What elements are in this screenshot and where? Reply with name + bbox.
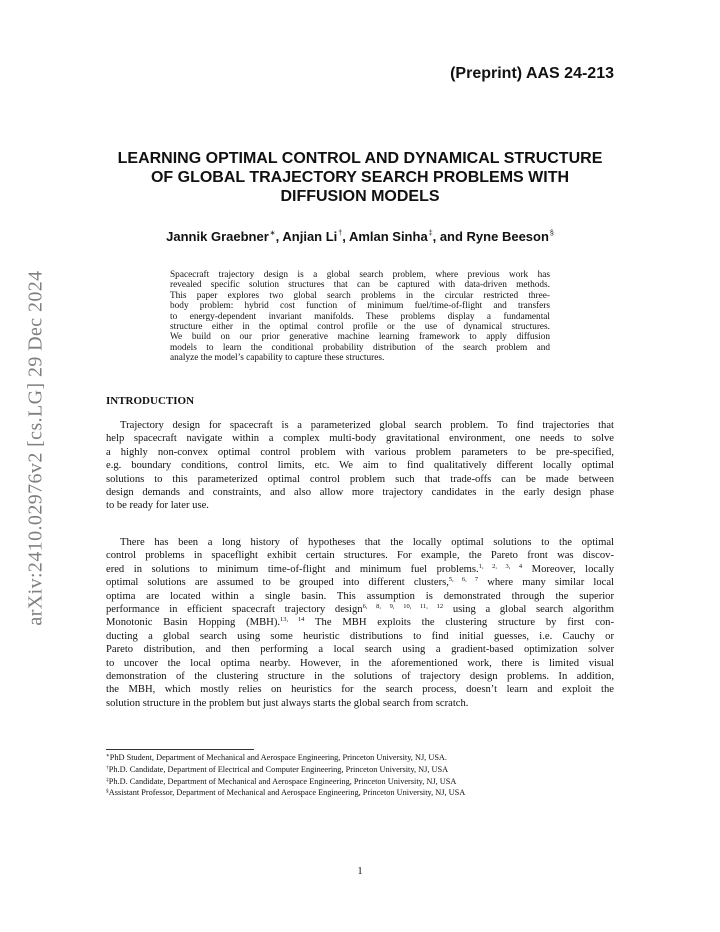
abstract-line: structure either in the optimal control profile or the use of dynamical structures.: [170, 322, 550, 333]
text-segment: using a global search algorithm: [443, 604, 615, 616]
text-segment: the MBH, which mostly relies on heuristics for the search process, doesn’t learn and exploit the: [106, 684, 614, 696]
footnotes: [106, 752, 465, 799]
text-segment: ered in solutions to minimum time-of-flight and minimum fuel problems.: [106, 563, 479, 575]
abstract-line: body problem: hybrid cost function of minimum fuel/time-of-flight and transfers: [170, 301, 550, 312]
text-line: [106, 657, 614, 670]
footnote: [106, 787, 465, 799]
page-number: 1: [357, 866, 363, 877]
author-separator: ,: [342, 229, 349, 244]
author-mark: †: [338, 230, 343, 237]
text-line: [106, 576, 614, 589]
citation[interactable]: 1, 2, 3, 4: [478, 562, 523, 570]
author-name: Amlan Sinha: [348, 229, 428, 244]
title-line: LEARNING OPTIMAL CONTROL AND DYNAMICAL STRUCTURE: [117, 150, 603, 167]
title-line: DIFFUSION MODELS: [280, 188, 440, 205]
abstract-line: This paper explores two global search problems in the circular restricted three-: [170, 290, 550, 301]
text-line: a highly non-convex optimal control problem with various problem parameters to be pre-specified,: [106, 446, 614, 458]
footnote-mark: †: [106, 764, 109, 771]
abstract-line: to energy-dependent invariant manifolds. These problems display a fundamental: [170, 311, 550, 322]
text-line: [106, 603, 614, 616]
abstract-line: revealed specific solution structures that can be captured with data-driven methods.: [170, 280, 550, 291]
text-line: help spacecraft navigate within a complex multi-body gravitational environment, one needs to solve: [106, 433, 614, 445]
text-line: solutions to this parameterized optimal control problem such that trade-offs can be made between: [106, 473, 614, 485]
footnote-mark: ‡: [106, 776, 109, 783]
footnote: [106, 752, 465, 764]
author-separator: ,: [275, 229, 283, 244]
text-line: e.g. boundary conditions, control limits, etc. We aim to find qualitatively different locally optimal: [106, 460, 614, 472]
preprint-label: (Preprint) AAS 24-213: [450, 65, 614, 82]
section-heading: INTRODUCTION: [106, 395, 195, 407]
text-line: [106, 670, 614, 683]
author-list: [60, 229, 660, 244]
text-line: [106, 536, 614, 549]
footnote-text: PhD Student, Department of Mechanical and Aerospace Engineering, Princeton University, NJ, USA.: [109, 753, 448, 762]
footnote-text: Ph.D. Candidate, Department of Electrical and Computer Engineering, Princeton University, NJ, USA: [108, 764, 449, 774]
text-segment: solution structure in the problem but just always starts the global search from scratch.: [106, 697, 469, 709]
text-line: [106, 563, 614, 576]
text-segment: demonstration of the clustering structure in the solutions of trajectory design problems. In addition,: [106, 671, 614, 683]
text-segment: performance in efficient spacecraft trajectory design: [106, 604, 363, 616]
paragraph-2: [106, 536, 614, 710]
footnote: [106, 764, 465, 776]
author-mark: §: [549, 230, 554, 237]
abstract-line: We build on our prior generative machine learning framework to apply diffusion: [170, 332, 550, 343]
text-line: [106, 697, 614, 710]
footnote: [106, 776, 465, 788]
footnote-divider: [106, 749, 254, 750]
text-line: [106, 683, 614, 696]
text-line: [106, 590, 614, 603]
text-line: [106, 630, 614, 643]
footnote-mark: ∗: [106, 753, 110, 759]
text-segment: to uncover the local optima nearby. However, in the aforementioned work, there is limited visual: [106, 657, 614, 669]
abstract-line: Spacecraft trajectory design is a global search problem, where previous work has: [170, 270, 550, 280]
text-segment: optima are located within a single basin. This assumption is demonstrated through the superior: [106, 590, 614, 602]
text-line: [106, 616, 614, 629]
author-mark: ‡: [428, 230, 433, 237]
author-name: Ryne Beeson: [466, 229, 549, 244]
text-line: Trajectory design for spacecraft is a parameterized global search problem. To find trajectories that: [120, 420, 614, 431]
text-segment: control problems in spaceflight exhibit certain structures. For example, the Pareto front was discov-: [106, 550, 614, 562]
author-name: Jannik Graebner: [166, 229, 269, 244]
text-segment: Pareto distribution, and then performing a local search using a gradient-based optimization solver: [106, 644, 614, 656]
citation[interactable]: 6, 8, 9, 10, 11, 12: [362, 603, 444, 611]
text-segment: ducting a global search using some heuristic distributions to find initial guesses, i.e. Cauchy or: [106, 630, 614, 642]
paragraph-1: [106, 419, 614, 513]
abstract-line: analyze the model’s capability to capture these structures.: [170, 353, 385, 364]
footnote-mark: §: [106, 788, 109, 795]
text-segment: Monotonic Basin Hopping (MBH).: [106, 617, 280, 629]
text-segment: There has been a long history of hypotheses that the locally optimal solutions to the optimal: [120, 537, 614, 548]
footnote-text: Ph.D. Candidate, Department of Mechanical and Aerospace Engineering, Princeton University, NJ, USA: [108, 776, 457, 786]
paper-title: [60, 149, 660, 206]
abstract-line: models to learn the conditional probability distribution of the search problem and: [170, 342, 550, 353]
citation[interactable]: 13, 14: [280, 616, 305, 624]
text-segment: where many similar local: [478, 577, 614, 589]
author-name: Anjian Li: [282, 229, 338, 244]
author-mark: ∗: [269, 230, 276, 237]
abstract: [170, 270, 550, 364]
text-line: to be ready for later use.: [106, 500, 209, 512]
text-segment: The MBH exploits the clustering structure by first con-: [304, 617, 614, 629]
text-line: [106, 549, 614, 562]
text-line: design demands and constraints, and also allow more trajectory candidates in the early design phase: [106, 487, 614, 499]
text-segment: optimal solutions are assumed to be grouped into different clusters,: [106, 577, 449, 589]
arxiv-stamp: arXiv:2410.02976v2 [cs.LG] 29 Dec 2024: [24, 270, 47, 626]
author-separator: , and: [432, 229, 467, 244]
citation[interactable]: 5, 6, 7: [448, 576, 479, 584]
title-line: OF GLOBAL TRAJECTORY SEARCH PROBLEMS WITH: [150, 169, 570, 186]
footnote-text: Assistant Professor, Department of Mechanical and Aerospace Engineering, Princeton University, NJ, USA: [108, 788, 466, 798]
text-line: [106, 643, 614, 656]
text-segment: Moreover, locally: [522, 563, 615, 575]
